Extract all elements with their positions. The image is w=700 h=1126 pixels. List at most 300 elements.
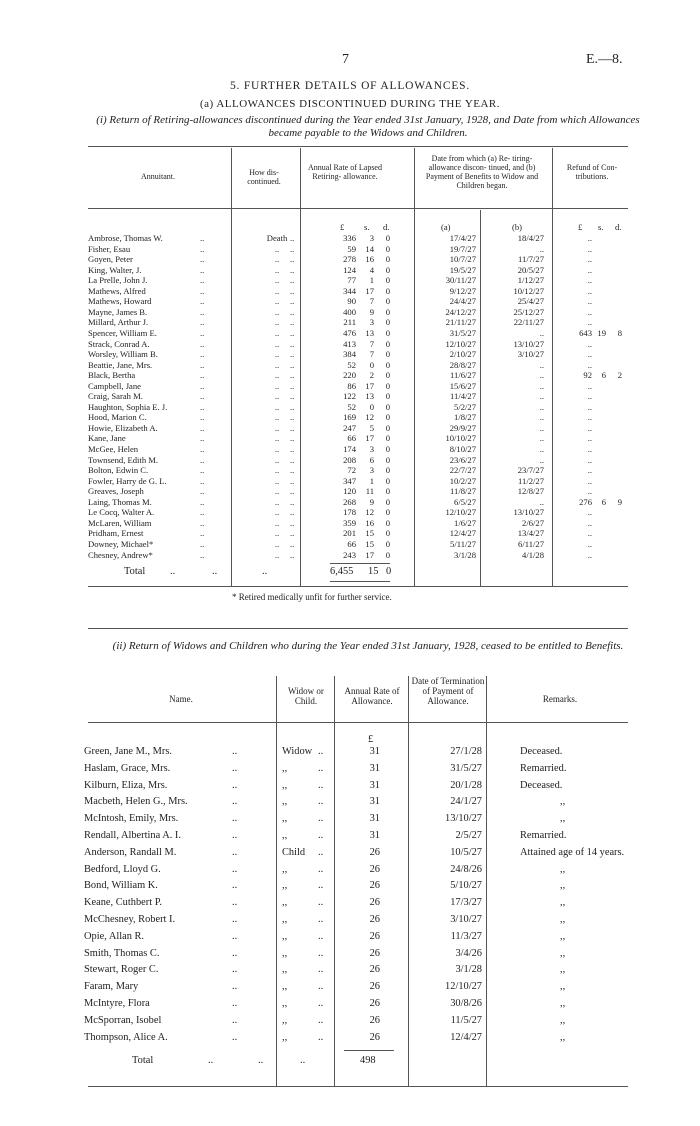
leader-dots: .. — [200, 243, 205, 254]
table-row — [0, 402, 700, 412]
table-row — [0, 539, 700, 549]
rate-shillings: 2 — [369, 370, 374, 381]
refund-pounds: .. — [587, 444, 592, 454]
date-a: 3/1/28 — [454, 549, 476, 560]
rate-pounds: 243 — [343, 549, 356, 560]
termination-date: 11/3/27 — [450, 930, 482, 942]
refund-pounds: .. — [587, 349, 592, 360]
leader-dots: .. — [232, 779, 238, 791]
termination-date: 12/10/27 — [445, 981, 482, 993]
leader-dots: .. — [232, 998, 238, 1009]
leader-dots: .. — [290, 412, 295, 423]
widow-or-child: ,, — [282, 813, 288, 825]
date-a: 29/9/27 — [449, 422, 476, 433]
table2-header-rule — [88, 722, 628, 723]
leader-dots: .. — [290, 338, 295, 349]
remarks: Deceased. — [520, 746, 563, 757]
leader-dots: .. — [200, 507, 205, 518]
refund-shillings: 6 — [601, 496, 606, 507]
rate-pounds: 59 — [347, 243, 356, 254]
table2-total-rule — [344, 1050, 394, 1051]
rate-pounds: 86 — [347, 380, 356, 391]
date-b: .. — [539, 422, 544, 433]
table-row — [0, 847, 700, 859]
table1-total-label: Total — [124, 566, 146, 577]
leader-dots: .. — [318, 746, 324, 757]
refund-pounds: .. — [587, 391, 592, 402]
rate-pence: 0 — [385, 338, 390, 349]
leader-dots: .. — [290, 528, 295, 539]
annual-rate: 31 — [369, 762, 380, 774]
date-a: 1/6/27 — [454, 517, 476, 528]
table2-bottom-rule — [88, 1086, 628, 1087]
how-discontinued: .. — [274, 465, 280, 476]
leader-dots: .. — [290, 243, 295, 254]
widow-or-child: ,, — [282, 947, 288, 959]
table1-footnote: * Retired medically unfit for further service. — [232, 592, 392, 602]
leader-dots: .. — [200, 349, 205, 360]
table1-units-row — [0, 222, 700, 232]
rate-pounds: 208 — [343, 454, 356, 465]
date-b: 13/10/27 — [513, 338, 544, 349]
table-row — [0, 550, 700, 560]
page-reference: E.—8. — [586, 52, 623, 67]
remarks: ,, — [560, 964, 566, 976]
table2-total-rate: 498 — [360, 1055, 376, 1066]
date-a: 8/10/27 — [449, 444, 476, 454]
table1-header-annuitant: Annuitant. — [141, 172, 175, 181]
annuitant-name: Bolton, Edwin C. — [88, 465, 149, 476]
date-b: .. — [539, 454, 544, 465]
how-discontinued: .. — [274, 338, 280, 349]
date-a: 6/5/27 — [454, 496, 476, 507]
annual-rate: 31 — [369, 813, 380, 825]
how-discontinued: .. — [274, 243, 280, 254]
widow-child-name: Thompson, Alice A. — [84, 1031, 168, 1043]
how-discontinued: .. — [274, 285, 280, 296]
annuitant-name: Fisher, Esau — [88, 243, 131, 254]
leader-dots: .. — [200, 422, 205, 433]
annual-rate: 26 — [369, 880, 380, 892]
leader-dots: .. — [290, 285, 295, 296]
leader-dots: .. — [200, 275, 205, 286]
rate-shillings: 3 — [369, 465, 374, 476]
annual-rate: 26 — [369, 1031, 380, 1043]
how-discontinued: .. — [274, 370, 280, 381]
leader-dots: .. — [200, 317, 205, 328]
date-b: .. — [539, 496, 544, 507]
widow-child-name: Bedford, Lloyd G. — [84, 863, 161, 875]
date-b: 10/12/27 — [513, 285, 544, 296]
annuitant-name: Millard, Arthur J. — [88, 317, 149, 328]
leader-dots: .. — [318, 897, 324, 909]
table2-header-remarks: Remarks. — [542, 694, 578, 704]
leader-dots: .. — [200, 391, 205, 402]
leader-dots: .. — [318, 930, 324, 942]
how-discontinued: .. — [274, 422, 280, 433]
rate-shillings: 1 — [369, 275, 374, 286]
table2-title: (ii) Return of Widows and Children who during the Year ended 31st January, 1928, ceased to be entitled to Benefits. — [112, 640, 624, 652]
widow-or-child: ,, — [282, 998, 288, 1009]
rate-pounds: 268 — [343, 496, 356, 507]
date-b: 11/2/27 — [518, 475, 544, 486]
rate-pence: 0 — [385, 507, 390, 518]
rate-pence: 0 — [385, 538, 390, 549]
rate-pence: 0 — [385, 549, 390, 560]
leader-dots: .. — [290, 296, 295, 307]
table-row — [0, 254, 700, 264]
rate-pence: 0 — [385, 391, 390, 402]
rate-pence: 0 — [385, 285, 390, 296]
annuitant-name: Campbell, Jane — [88, 380, 141, 391]
date-b: 25/12/27 — [513, 306, 544, 317]
how-discontinued: .. — [274, 528, 280, 539]
remarks: Deceased. — [520, 779, 563, 791]
table1-bottom-rule — [88, 586, 628, 587]
how-discontinued: .. — [274, 517, 280, 528]
date-b: 1/12/27 — [517, 275, 544, 286]
widow-child-name: Rendall, Albertina A. I. — [84, 830, 181, 841]
leader-dots: .. — [200, 444, 205, 454]
table-row — [0, 455, 700, 465]
termination-date: 17/3/27 — [450, 897, 482, 909]
rate-shillings: 1 — [369, 475, 374, 486]
section-title: 5. FURTHER DETAILS OF ALLOWANCES. — [229, 80, 471, 92]
rate-pence: 0 — [385, 380, 390, 391]
annual-rate: 26 — [369, 981, 380, 993]
leader-dots: .. — [290, 264, 295, 275]
date-b: 2/6/27 — [522, 517, 544, 528]
annual-rate: 31 — [369, 796, 380, 808]
leader-dots: .. — [318, 846, 324, 858]
rate-shillings: 3 — [369, 444, 374, 454]
table-row — [0, 381, 700, 391]
refund-pounds: .. — [587, 359, 592, 370]
refund-pounds: .. — [587, 528, 592, 539]
refund-pounds: .. — [587, 412, 592, 423]
rate-pounds: 220 — [343, 370, 356, 381]
leader-dots: .. — [232, 813, 238, 825]
annuitant-name: Ambrose, Thomas W. — [88, 233, 163, 243]
rate-shillings: 5 — [369, 422, 374, 433]
rate-shillings: 13 — [365, 327, 374, 338]
leader-dots: .. — [290, 391, 295, 402]
leader-dots: .. — [290, 444, 295, 454]
leader-dots: .. — [290, 254, 295, 265]
leader-dots: .. — [318, 779, 324, 791]
refund-pounds: .. — [587, 306, 592, 317]
rate-shillings: 17 — [365, 549, 374, 560]
leader-dots: .. — [200, 528, 205, 539]
date-a: 19/7/27 — [449, 243, 476, 254]
rate-pounds: 169 — [343, 412, 356, 423]
how-discontinued: .. — [274, 391, 280, 402]
table1-header-rate: Annual Rate of Lapsed Retiring- allowance. — [308, 163, 382, 181]
subsection-title: (a) ALLOWANCES DISCONTINUED DURING THE YEAR. — [199, 98, 501, 110]
date-a: 21/11/27 — [445, 317, 476, 328]
unit-refund-pounds: £ — [578, 222, 583, 232]
widow-child-name: Macbeth, Helen G., Mrs. — [84, 796, 188, 808]
annual-rate: 26 — [369, 1014, 380, 1026]
remarks: ,, — [560, 863, 566, 875]
termination-date: 11/5/27 — [450, 1014, 482, 1026]
date-b: 11/7/27 — [518, 254, 544, 265]
date-b: .. — [539, 391, 544, 402]
widow-child-name: Stewart, Roger C. — [84, 964, 159, 976]
annual-rate: 26 — [369, 914, 380, 925]
unit-refund-shillings: s. — [598, 222, 604, 232]
table1-total-underline — [330, 581, 390, 582]
date-a: 5/11/27 — [450, 538, 476, 549]
rate-pence: 0 — [385, 422, 390, 433]
table-row — [0, 433, 700, 443]
termination-date: 12/4/27 — [450, 1031, 482, 1043]
annuitant-name: King, Walter, J. — [88, 264, 142, 275]
table-row — [0, 981, 700, 993]
rate-shillings: 12 — [365, 507, 374, 518]
refund-pence: 2 — [617, 370, 622, 381]
widow-child-name: Green, Jane M., Mrs. — [84, 746, 173, 757]
unit-pence: d. — [383, 222, 390, 232]
rate-pounds: 90 — [347, 296, 356, 307]
refund-pence: 8 — [617, 327, 622, 338]
date-a: 1/8/27 — [454, 412, 476, 423]
leader-dots: .. — [200, 549, 205, 560]
table-row — [0, 370, 700, 380]
rate-pence: 0 — [385, 275, 390, 286]
annuitant-name: McGee, Helen — [88, 444, 139, 454]
leader-dots: .. — [290, 454, 295, 465]
rate-pence: 0 — [385, 306, 390, 317]
annual-rate: 26 — [369, 930, 380, 942]
table-row — [0, 780, 700, 792]
table-row — [0, 746, 700, 758]
rate-shillings: 15 — [365, 538, 374, 549]
annuitant-name: McLaren, William — [88, 517, 152, 528]
annuitant-name: Mathews, Alfred — [88, 285, 146, 296]
leader-dots: .. — [232, 914, 238, 925]
remarks: ,, — [560, 897, 566, 909]
rate-pence: 0 — [385, 401, 390, 412]
table2-header-rate: Annual Rate of Allowance. — [344, 686, 400, 706]
how-discontinued: .. — [274, 433, 280, 444]
refund-pounds: .. — [587, 538, 592, 549]
how-discontinued: .. — [274, 380, 280, 391]
rate-shillings: 15 — [365, 528, 374, 539]
table-row — [0, 328, 700, 338]
rate-pence: 0 — [385, 528, 390, 539]
remarks: ,, — [560, 930, 566, 942]
rate-pounds: 201 — [343, 528, 356, 539]
annual-rate: 26 — [369, 846, 380, 858]
refund-pounds: .. — [587, 454, 592, 465]
leader-dots: .. — [318, 796, 324, 808]
remarks: ,, — [560, 947, 566, 959]
how-discontinued: .. — [274, 264, 280, 275]
leader-dots: .. — [290, 370, 295, 381]
leader-dots: .. — [318, 813, 324, 825]
rate-pounds: 66 — [347, 538, 356, 549]
leader-dots: .. — [300, 1055, 306, 1066]
date-b: 13/10/27 — [513, 507, 544, 518]
leader-dots: .. — [232, 1014, 238, 1026]
rate-pounds: 174 — [343, 444, 356, 454]
leader-dots: .. — [290, 327, 295, 338]
table2-header-name: Name. — [169, 694, 193, 704]
leader-dots: .. — [258, 1055, 264, 1066]
termination-date: 24/8/26 — [450, 863, 482, 875]
annual-rate: 26 — [369, 897, 380, 909]
table-row — [0, 423, 700, 433]
table1-header-date: Date from which (a) Re- tiring-allowance discon- tinued, and (b) Payment of Benefits to Widow and Children began. — [425, 154, 539, 190]
widow-child-name: Kilburn, Eliza, Mrs. — [84, 779, 168, 791]
widow-or-child: ,, — [282, 981, 288, 993]
rate-pence: 0 — [385, 433, 390, 444]
table-row — [0, 880, 700, 892]
rate-pounds: 359 — [343, 517, 356, 528]
rate-shillings: 16 — [365, 517, 374, 528]
refund-pounds: .. — [587, 549, 592, 560]
rate-pence: 0 — [385, 254, 390, 265]
rate-shillings: 17 — [365, 285, 374, 296]
table-row — [0, 964, 700, 976]
leader-dots: .. — [200, 285, 205, 296]
how-discontinued: .. — [274, 496, 280, 507]
annuitant-name: Worsley, William B. — [88, 349, 158, 360]
termination-date: 24/1/27 — [450, 796, 482, 808]
rate-pence: 0 — [385, 486, 390, 497]
remarks: ,, — [560, 914, 566, 925]
leader-dots: .. — [318, 964, 324, 976]
date-a: 19/5/27 — [449, 264, 476, 275]
rate-pence: 0 — [385, 517, 390, 528]
rate-pence: 0 — [385, 475, 390, 486]
leader-dots: .. — [232, 981, 238, 993]
leader-dots: .. — [200, 465, 205, 476]
annual-rate: 31 — [369, 746, 380, 757]
leader-dots: .. — [232, 863, 238, 875]
leader-dots: .. — [170, 566, 176, 577]
leader-dots: .. — [318, 880, 324, 892]
how-discontinued: .. — [274, 486, 280, 497]
page-number: 7 — [342, 52, 349, 67]
annuitant-name: Le Cocq, Walter A. — [88, 507, 155, 518]
termination-date: 10/5/27 — [450, 846, 482, 858]
widow-or-child: ,, — [282, 1031, 288, 1043]
rate-pence: 0 — [385, 359, 390, 370]
rate-pounds: 211 — [343, 317, 356, 328]
annuitant-name: La Prelle, John J. — [88, 275, 148, 286]
unit-refund-pence: d. — [615, 222, 622, 232]
how-discontinued: .. — [274, 549, 280, 560]
date-a: 12/4/27 — [449, 528, 476, 539]
how-discontinued: .. — [274, 412, 280, 423]
leader-dots: .. — [232, 746, 238, 757]
termination-date: 2/5/27 — [455, 830, 482, 841]
leader-dots: .. — [200, 264, 205, 275]
refund-pounds: .. — [587, 296, 592, 307]
how-discontinued: .. — [274, 359, 280, 370]
table-row — [0, 948, 700, 960]
widow-or-child: ,, — [282, 779, 288, 791]
leader-dots: .. — [290, 359, 295, 370]
remarks: Remarried. — [520, 762, 567, 774]
date-a: 28/8/27 — [449, 359, 476, 370]
leader-dots: .. — [200, 538, 205, 549]
leader-dots: .. — [318, 914, 324, 925]
date-b: .. — [539, 433, 544, 444]
date-b: 20/5/27 — [517, 264, 544, 275]
leader-dots: .. — [232, 930, 238, 942]
rate-pounds: 52 — [347, 401, 356, 412]
widow-child-name: Keane, Cuthbert P. — [84, 897, 162, 909]
rate-pence: 0 — [385, 454, 390, 465]
remarks: ,, — [560, 813, 566, 825]
date-b: 22/11/27 — [513, 317, 544, 328]
how-discontinued: .. — [274, 507, 280, 518]
rate-shillings: 17 — [365, 433, 374, 444]
annuitant-name: Pridham, Ernest — [88, 528, 144, 539]
rate-pence: 0 — [385, 370, 390, 381]
leader-dots: .. — [208, 1055, 214, 1066]
refund-pounds: 643 — [579, 327, 592, 338]
date-b: 23/7/27 — [517, 465, 544, 476]
annuitant-name: Spencer, William E. — [88, 327, 157, 338]
remarks: ,, — [560, 998, 566, 1009]
leader-dots: .. — [200, 496, 205, 507]
unit-pounds: £ — [340, 222, 345, 232]
table-row — [0, 233, 700, 243]
refund-pounds: .. — [587, 433, 592, 444]
table1-total-pence: 0 — [386, 566, 392, 577]
how-discontinued: .. — [274, 327, 280, 338]
table1-header-rule — [88, 208, 628, 209]
annuitant-name: Haughton, Sophia E. J. — [88, 401, 168, 412]
annual-rate: 26 — [369, 998, 380, 1009]
leader-dots: .. — [290, 233, 295, 243]
rate-shillings: 12 — [365, 412, 374, 423]
rate-shillings: 11 — [365, 486, 374, 497]
remarks: ,, — [560, 981, 566, 993]
table-row — [0, 796, 700, 808]
table-row — [0, 486, 700, 496]
rate-pounds: 400 — [343, 306, 356, 317]
leader-dots: .. — [290, 549, 295, 560]
leader-dots: .. — [200, 475, 205, 486]
widow-child-name: McIntosh, Emily, Mrs. — [84, 813, 179, 825]
remarks: Remarried. — [520, 830, 567, 841]
rate-pounds: 476 — [343, 327, 356, 338]
rate-shillings: 7 — [369, 349, 374, 360]
rate-shillings: 16 — [365, 254, 374, 265]
how-discontinued: .. — [274, 275, 280, 286]
refund-pounds: .. — [587, 254, 592, 265]
refund-pounds: .. — [587, 380, 592, 391]
rate-pounds: 344 — [343, 285, 356, 296]
rate-pence: 0 — [385, 465, 390, 476]
widow-child-name: Anderson, Randall M. — [84, 846, 177, 858]
annuitant-name: Chesney, Andrew* — [88, 549, 153, 560]
rate-shillings: 17 — [365, 380, 374, 391]
table-row — [0, 349, 700, 359]
annuitant-name: Howie, Elizabeth A. — [88, 422, 158, 433]
leader-dots: .. — [290, 401, 295, 412]
table-row — [0, 465, 700, 475]
widow-child-name: McIntyre, Flora — [84, 998, 150, 1009]
table-row — [0, 265, 700, 275]
annuitant-name: Laing, Thomas M. — [88, 496, 152, 507]
date-a: 23/6/27 — [449, 454, 476, 465]
